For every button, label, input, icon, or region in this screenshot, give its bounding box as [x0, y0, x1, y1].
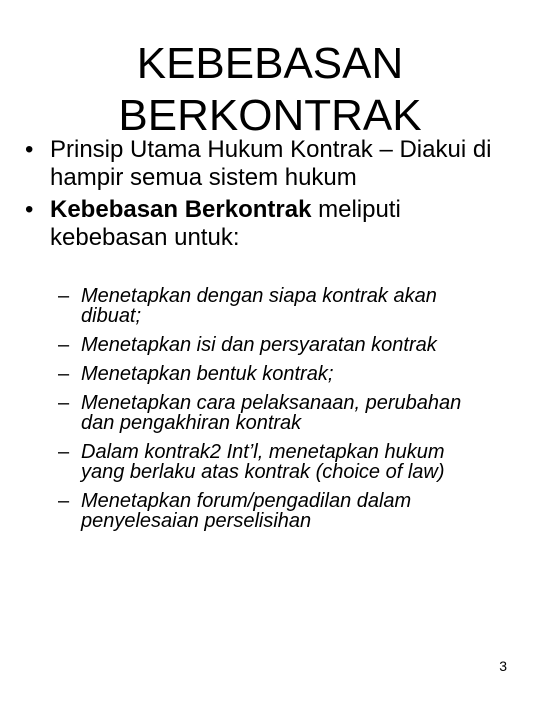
bullet-bold-text: Kebebasan Berkontrak [50, 196, 312, 223]
dash-marker: – [58, 285, 70, 307]
sub-item [58, 393, 478, 433]
bullet-text: Prinsip Utama Hukum Kontrak – Diakui di hampir semua sistem hukum [50, 136, 492, 191]
slide-title [0, 38, 540, 142]
dash-marker: – [58, 490, 70, 512]
dash-marker: – [58, 441, 70, 463]
bullet-marker: • [25, 196, 34, 223]
sub-item [58, 442, 478, 482]
sub-item-text: Menetapkan cara pelaksanaan, perubahan dan pengakhiran kontrak [81, 392, 462, 434]
dash-marker: – [58, 363, 70, 385]
page-number: 3 [499, 658, 507, 674]
sub-item-text: Dalam kontrak2 Int’l, menetapkan hukum yang berlaku atas kontrak (choice of law) [81, 441, 445, 483]
sub-item [58, 335, 478, 355]
bullet-item-2 [22, 196, 522, 252]
sub-item-text: Menetapkan forum/pengadilan dalam penyelesaian perselisihan [81, 490, 412, 532]
dash-marker: – [58, 392, 70, 414]
sub-bullet-list [58, 286, 478, 540]
dash-marker: – [58, 334, 70, 356]
bullet-item-1 [22, 136, 522, 192]
sub-item [58, 286, 478, 326]
title-line-1: KEBEBASAN [136, 39, 404, 88]
title-line-2: BERKONTRAK [118, 91, 422, 140]
sub-item-text: Menetapkan isi dan persyaratan kontrak [81, 334, 437, 356]
sub-item [58, 364, 478, 384]
bullet-text: meliputi kebebasan untuk: [50, 196, 401, 251]
sub-item-text: Menetapkan dengan siapa kontrak akan dibuat; [81, 285, 437, 327]
main-bullet-list [22, 136, 522, 256]
bullet-marker: • [25, 136, 34, 163]
sub-item [58, 491, 478, 531]
sub-item-text: Menetapkan bentuk kontrak; [81, 363, 334, 385]
